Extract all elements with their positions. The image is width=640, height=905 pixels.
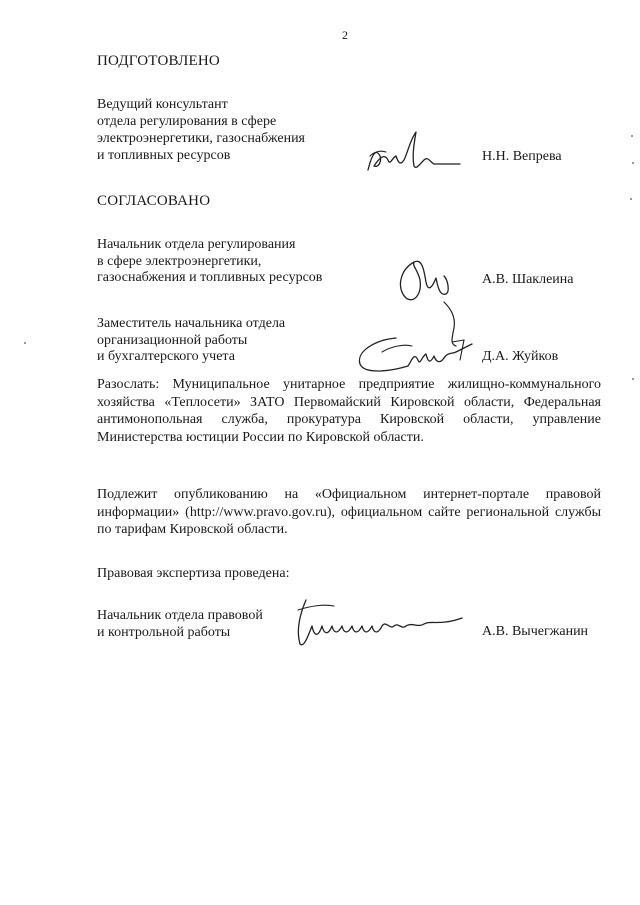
agreed-signer-2-position (97, 316, 285, 366)
scan-speck (632, 162, 634, 164)
agreed-signer-1-name: А.В. Шаклеина (482, 272, 574, 287)
agreed-signer-2-position-line: Заместитель начальника отдела (97, 316, 286, 331)
publication-paragraph: Подлежит опубликованию на «Официальном интернет-портале правовой информации» (http://www.pravo.gov.ru), официальном сайте региональной службы по тарифам Кировской области. (97, 487, 601, 537)
distribution-paragraph: Разослать: Муниципальное унитарное предприятие жилищно-коммунального хозяйства «Теплосети» ЗАТО Первомайский Кировской области, Федеральная антимонопольная служба, прокуратура Кировской области, управление Министерства юстиции России по Кировской области. (97, 377, 601, 445)
prepared-signer-name: Н.Н. Вепрева (482, 149, 562, 164)
legal-review-signer-name: А.В. Вычегжанин (482, 624, 589, 639)
page-number: 2 (342, 28, 348, 42)
prepared-heading: ПОДГОТОВЛЕНО (97, 53, 220, 69)
prepared-position-line: отдела регулирования в сфере (97, 114, 277, 129)
agreed-signer-1-position-line: Начальник отдела регулирования (97, 237, 296, 252)
prepared-position-line: и топливных ресурсов (97, 148, 231, 163)
agreed-signer-1-position-line: в сфере электроэнергетики, (97, 253, 262, 269)
prepared-position-line: Ведущий консультант (97, 97, 228, 112)
prepared-position-line: электроэнергетики, газоснабжения (97, 131, 305, 146)
agreed-heading: СОГЛАСОВАНО (97, 193, 211, 209)
legal-review-position (97, 607, 263, 641)
scan-speck (632, 378, 634, 380)
scan-speck (24, 342, 26, 344)
agreed-signer-1-position-line: газоснабжения и топливных ресурсов (97, 270, 323, 285)
agreed-signer-2-name: Д.А. Жуйков (482, 349, 559, 364)
agreed-signer-2-position-line: и бухгалтерского учета (97, 349, 235, 364)
scan-speck (631, 135, 633, 137)
prepared-position (97, 96, 305, 164)
agreed-signer-2-position-line: организационной работы (97, 332, 248, 348)
signature-vychegzhanin (290, 596, 466, 650)
signature-vepreva (364, 126, 464, 178)
scan-speck (630, 198, 632, 200)
legal-review-position-line: Начальник отдела правовой (97, 608, 263, 623)
agreed-signer-1-position (97, 237, 322, 287)
legal-review-text: Правовая экспертиза проведена: (97, 566, 290, 581)
legal-review-position-line: и контрольной работы (97, 625, 231, 640)
signature-zhuikov (352, 330, 476, 376)
